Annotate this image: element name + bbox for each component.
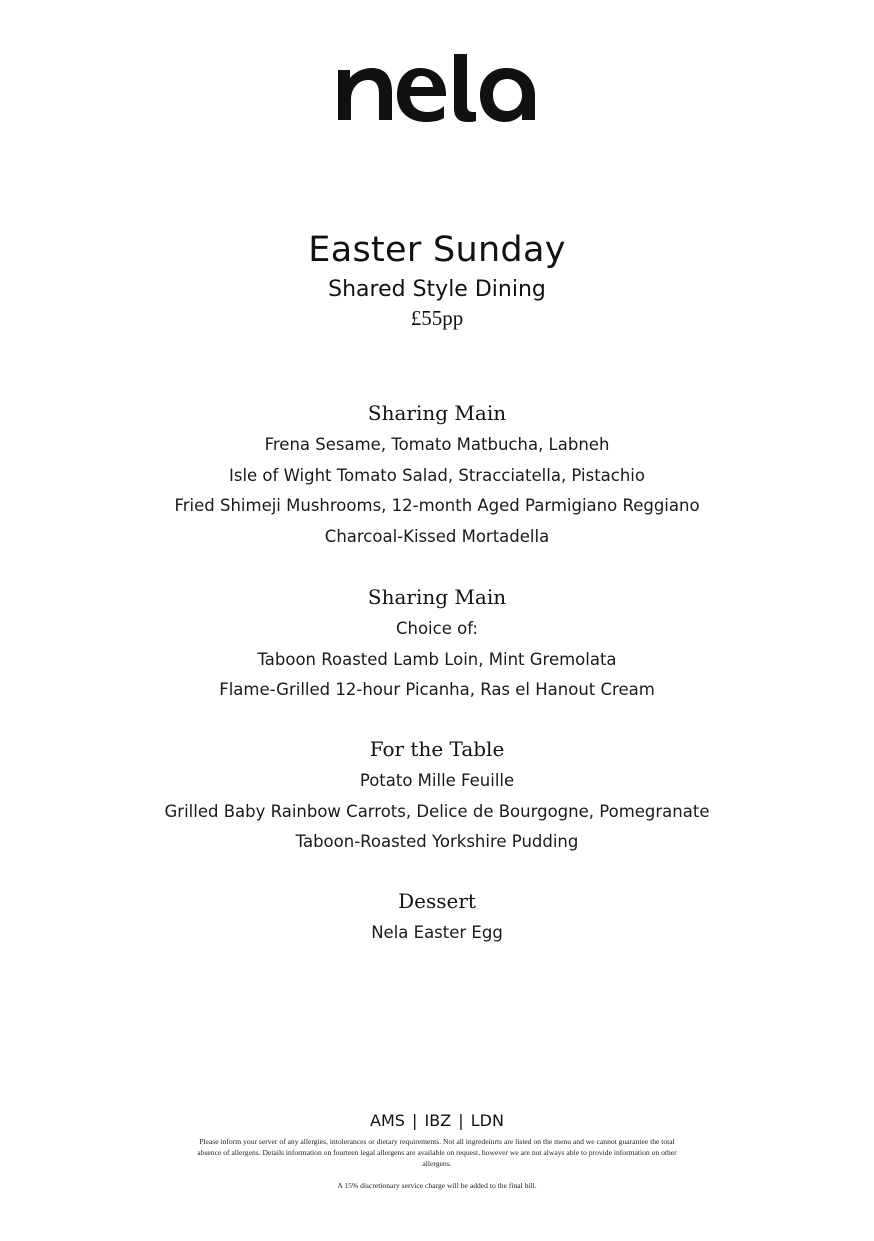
page-title: Easter Sunday xyxy=(308,230,566,270)
section-heading: Sharing Main xyxy=(367,401,507,425)
nela-logo xyxy=(336,54,538,124)
service-charge-note: A 15% discretionary service charge will be added to the final bill. xyxy=(337,1181,537,1190)
menu-item: Taboon Roasted Lamb Loin, Mint Gremolata xyxy=(257,649,617,669)
menu-item: Charcoal-Kissed Mortadella xyxy=(324,527,550,547)
menu-section-dessert xyxy=(0,888,874,949)
menu-item: Choice of: xyxy=(395,619,478,638)
menu-item: Frena Sesame, Tomato Matbucha, Labneh xyxy=(264,435,610,454)
menu-item: Fried Shimeji Mushrooms, 12-month Aged Parmigiano Reggiano xyxy=(174,496,700,516)
menu-item: Taboon-Roasted Yorkshire Pudding xyxy=(295,832,579,852)
section-heading: Sharing Main xyxy=(367,585,507,609)
menu-item: Isle of Wight Tomato Salad, Stracciatella, Pistachio xyxy=(228,465,645,485)
menu-section-starters xyxy=(0,400,874,553)
menu-item: Nela Easter Egg xyxy=(371,923,503,942)
section-heading: For the Table xyxy=(369,737,505,761)
menu-item: Flame-Grilled 12-hour Picanha, Ras el Hanout Cream xyxy=(219,680,655,700)
allergen-notice: Please inform your server of any allergies, intolerances or dietary requirements. Not all ingredeinrts are listed on the menu and we cannot guarantee the total absence of allergens. Details information on fourteen legal allergens are available on request, however we are not always able to provide information on other allergens. xyxy=(197,1137,677,1169)
menu-section-for-the-table xyxy=(0,736,874,858)
page-subtitle: Shared Style Dining xyxy=(328,277,546,302)
menu-section-mains xyxy=(0,584,874,706)
section-heading: Dessert xyxy=(398,889,476,913)
menu-item: Grilled Baby Rainbow Carrots, Delice de Bourgogne, Pomegranate xyxy=(164,801,710,821)
footer-locations: AMS | IBZ | LDN xyxy=(370,1111,504,1130)
menu-item: Potato Mille Feuille xyxy=(359,771,515,790)
menu-price: £55pp xyxy=(410,306,464,330)
